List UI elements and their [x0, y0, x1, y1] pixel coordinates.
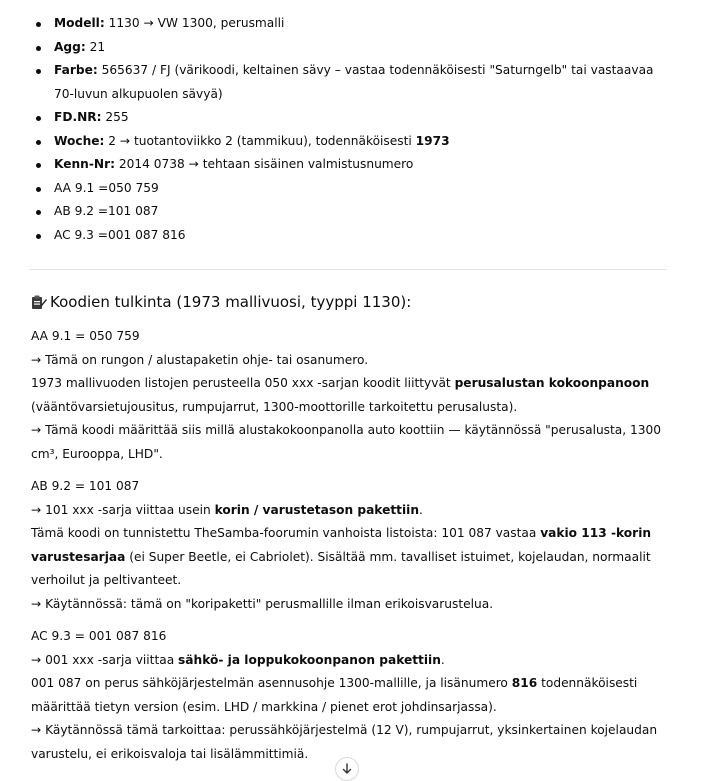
- spec-value: 21: [85, 39, 106, 54]
- spec-label: FD.NR:: [54, 110, 102, 124]
- text-run-bold: 816: [511, 676, 538, 690]
- spec-label: Agg:: [54, 39, 86, 54]
- spec-label: Modell:: [54, 16, 105, 30]
- text-run-bold: vakio 113 -korin varustesarjaa: [31, 526, 652, 564]
- arrow-down-icon: [341, 763, 353, 775]
- paragraph-line: → Tämä on rungon / alustapaketin ohje- tai osanumero.: [31, 352, 369, 367]
- list-item: [31, 130, 671, 154]
- spec-value: 255: [101, 110, 129, 124]
- paragraph-line: → Käytännössä: tämä on "koripaketti" perusmallille ilman erikoisvarustelua.: [31, 596, 494, 611]
- spec-value: AB 9.2 =101 087: [54, 204, 159, 218]
- paragraph-line: [31, 372, 671, 419]
- list-item: [31, 153, 671, 177]
- text-run: (vääntövarsietujousitus, rumpujarrut, 1300-moottorille tarkoitettu perusalusta).: [31, 399, 518, 414]
- text-run: 1973 mallivuoden listojen perusteella 050 xxx -sarjan koodit liittyvät: [31, 376, 455, 390]
- spec-label: Farbe:: [54, 63, 98, 77]
- paragraph-line: [31, 649, 671, 673]
- text-run: → 001 xxx -sarja viittaa: [31, 652, 179, 667]
- spec-value: AC 9.3 =001 087 816: [54, 227, 186, 242]
- spec-value: AA 9.1 =050 759: [54, 180, 159, 195]
- list-item: [31, 36, 671, 60]
- message-content: [31, 12, 671, 775]
- text-run: .: [419, 502, 423, 517]
- clipboard-pen-icon: [31, 294, 47, 310]
- spec-value: 2014 0738 → tehtaan sisäinen valmistusnumero: [115, 157, 414, 171]
- text-run: 001 087 on perus sähköjärjestelmän asennusohje 1300-mallille, ja lisänumero: [31, 676, 512, 690]
- text-run: .: [440, 652, 445, 667]
- text-run-bold: sähkö- ja loppukokoonpanon pakettiin: [178, 652, 441, 667]
- text-run: Tämä koodi on tunnistettu TheSamba-foorumin vanhoista listoista: 101 087 vastaa: [31, 526, 541, 540]
- list-item: [31, 224, 671, 248]
- code-section-ac: [31, 625, 671, 766]
- paragraph-line: [31, 499, 671, 523]
- spec-value: 565637 / FJ (värikoodi, keltainen sävy – vastaa todennäköisesti "Saturngelb" tai vastaavaa 70-luvun alkupuolen sävyä): [54, 63, 654, 101]
- scroll-down-button[interactable]: [335, 757, 359, 781]
- code-title: AB 9.2 = 101 087: [31, 479, 140, 493]
- text-run-bold: perusalustan kokoonpanoon: [454, 376, 650, 390]
- list-item: [31, 59, 671, 106]
- list-item: [31, 177, 671, 201]
- code-title: AA 9.1 = 050 759: [31, 329, 140, 343]
- divider: [29, 269, 667, 270]
- text-run: → 101 xxx -sarja viittaa usein: [31, 502, 215, 517]
- text-run: todennäköisesti määrittää tietyn version (esim. LHD / markkina / pienet erot johdinsarjassa).: [31, 676, 638, 714]
- spec-label: Woche:: [54, 133, 105, 148]
- text-run-bold: korin / varustetason pakettiin: [214, 502, 420, 517]
- spec-value: 2 → tuotantoviikko 2 (tammikuu), todennäköisesti: [104, 133, 416, 148]
- paragraph-line: → Tämä koodi määrittää siis millä alustakokoonpanolla auto koottiin — käytännössä "perusalusta, 1300 cm³, Eurooppa, LHD".: [31, 423, 662, 461]
- paragraph-line: [31, 522, 671, 593]
- text-run: (ei Super Beetle, ei Cabriolet). Sisältää mm. tavalliset istuimet, kojelaudan, normaalit verhoilut ja peltivanteet.: [31, 549, 651, 587]
- spec-label: Kenn-Nr:: [54, 157, 115, 171]
- spec-value: 1130 → VW 1300, perusmalli: [104, 16, 285, 30]
- paragraph-line: → Käytännössä tämä tarkoittaa: perussähköjärjestelmä (12 V), rumpujarrut, yksinkertainen kojelaudan varustelu, ei erikoisvaloja tai lisälämmittimiä.: [31, 723, 658, 761]
- code-section-ab: [31, 475, 671, 616]
- code-section-aa: [31, 325, 671, 466]
- spec-list: [31, 12, 671, 247]
- spec-year: 1973: [415, 133, 450, 148]
- list-item: [31, 106, 671, 130]
- section-heading: [31, 291, 671, 313]
- list-item: [31, 200, 671, 224]
- heading-text: Koodien tulkinta (1973 mallivuosi, tyyppi 1130):: [50, 293, 412, 311]
- list-item: [31, 12, 671, 36]
- paragraph-line: [31, 672, 671, 719]
- code-title: AC 9.3 = 001 087 816: [31, 629, 167, 643]
